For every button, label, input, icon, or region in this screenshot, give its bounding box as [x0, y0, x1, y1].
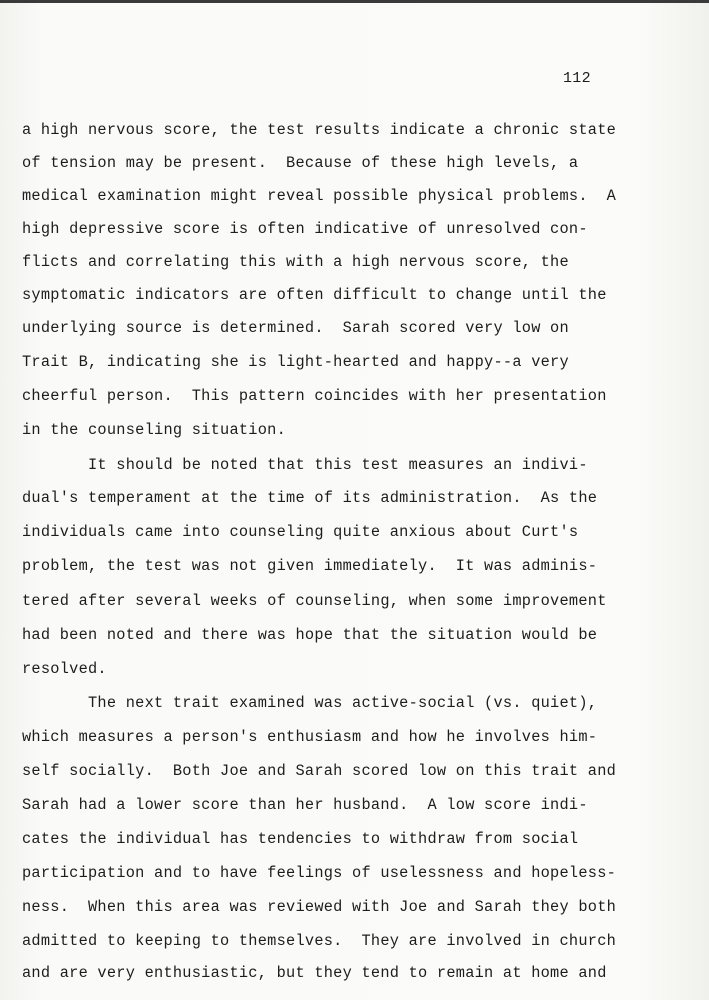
text-line: a high nervous score, the test results indicate a chronic state [22, 121, 617, 139]
text-line: in the counseling situation. [22, 421, 287, 439]
text-line: It should be noted that this test measures an indivi- [22, 456, 588, 474]
page-number: 112 [563, 70, 591, 87]
text-line: underlying source is determined. Sarah scored very low on [22, 319, 569, 337]
text-line: tered after several weeks of counseling, when some improvement [22, 592, 607, 610]
text-line: Trait B, indicating she is light-hearted and happy--a very [22, 353, 569, 371]
text-line: participation and to have feelings of uselessness and hopeless- [22, 864, 617, 882]
text-line: resolved. [22, 660, 107, 678]
text-line: The next trait examined was active-social (vs. quiet), [22, 694, 598, 712]
text-line: dual's temperament at the time of its administration. As the [22, 489, 598, 507]
text-line: of tension may be present. Because of these high levels, a [22, 154, 579, 172]
text-line: high depressive score is often indicative of unresolved con- [22, 220, 588, 238]
text-line: cheerful person. This pattern coincides with her presentation [22, 387, 607, 405]
text-line: ness. When this area was reviewed with Joe and Sarah they both [22, 898, 617, 916]
text-line: individuals came into counseling quite anxious about Curt's [22, 523, 579, 541]
text-line: symptomatic indicators are often difficult to change until the [22, 286, 607, 304]
top-border [0, 0, 709, 3]
text-line: admitted to keeping to themselves. They are involved in church [22, 932, 617, 950]
text-line: had been noted and there was hope that the situation would be [22, 626, 598, 644]
text-line: Sarah had a lower score than her husband. A low score indi- [22, 796, 588, 814]
text-line: cates the individual has tendencies to withdraw from social [22, 830, 579, 848]
text-line: and are very enthusiastic, but they tend to remain at home and [22, 964, 607, 982]
text-line: problem, the test was not given immediately. It was adminis- [22, 557, 598, 575]
text-line: which measures a person's enthusiasm and how he involves him- [22, 728, 598, 746]
text-line: self socially. Both Joe and Sarah scored low on this trait and [22, 762, 617, 780]
text-line: medical examination might reveal possible physical problems. A [22, 187, 617, 205]
text-line: flicts and correlating this with a high nervous score, the [22, 253, 569, 271]
